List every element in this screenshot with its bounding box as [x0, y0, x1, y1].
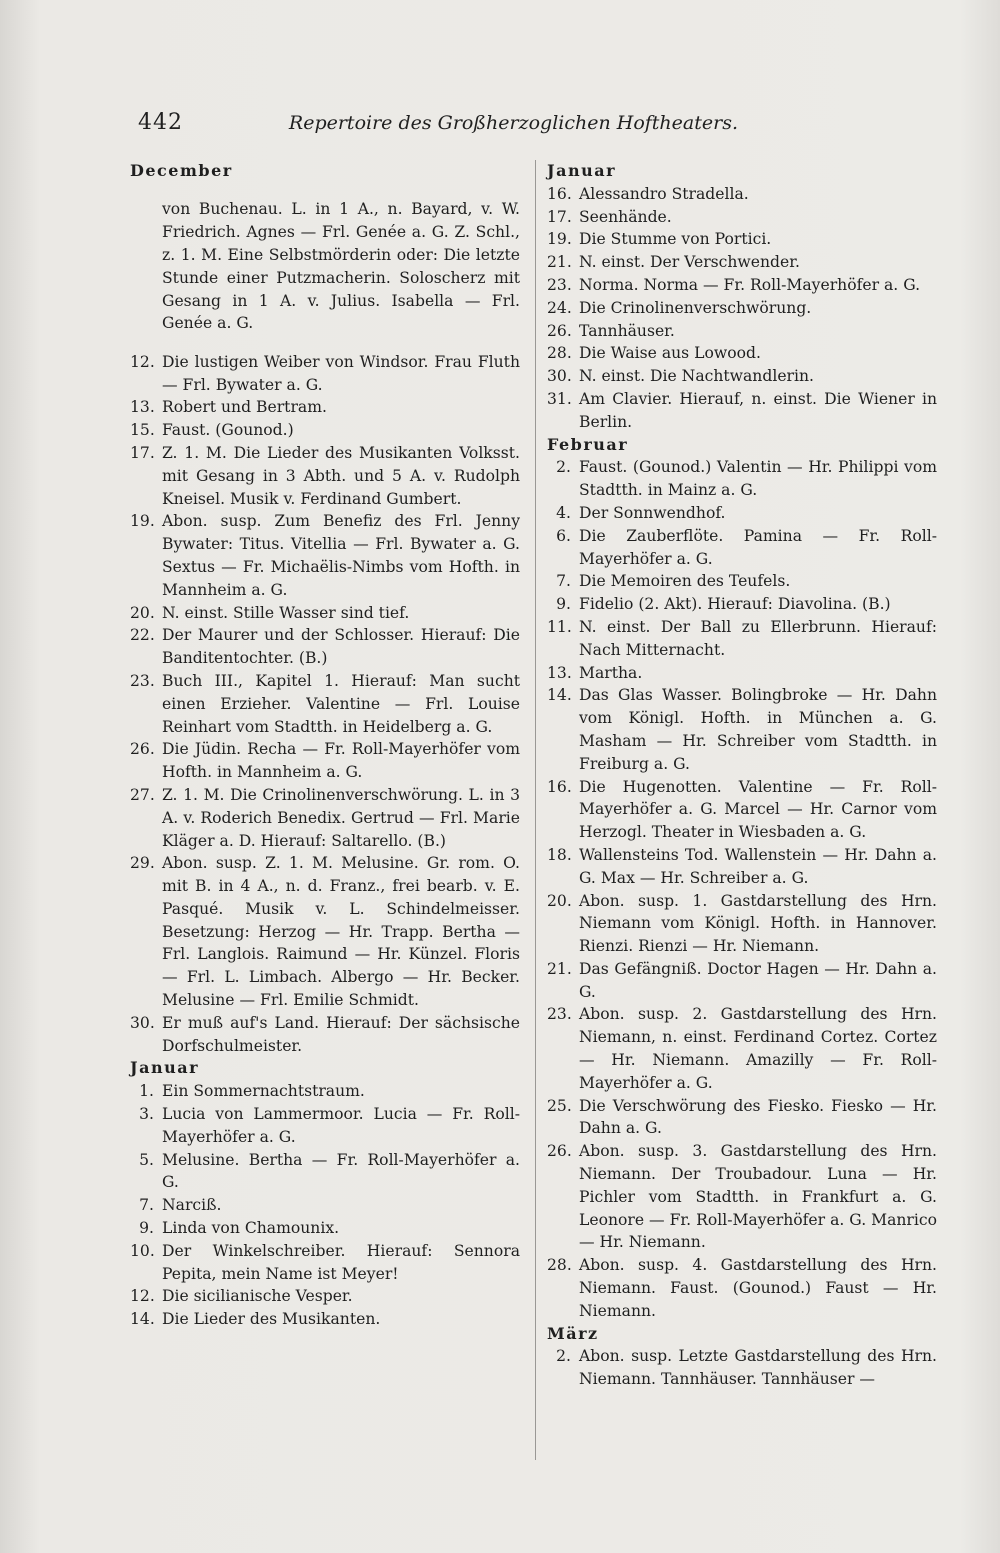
- page-header: [138, 110, 738, 140]
- entry-date: 14.: [547, 686, 572, 705]
- entry-text: Die Stumme von Portici.: [579, 230, 772, 249]
- entry-date: 16.: [547, 184, 572, 203]
- entry-date: 13.: [547, 663, 572, 682]
- entry-text: Robert und Bertram.: [162, 398, 327, 417]
- list-item: [130, 624, 520, 670]
- entry-text: Der Maurer und der Schlosser. Hierauf: Die Banditentochter. (B.): [162, 626, 520, 668]
- entry-date: 23.: [547, 1005, 572, 1024]
- column-divider: [535, 160, 536, 1460]
- entry-text: Am Clavier. Hierauf, n. einst. Die Wiener in Berlin.: [579, 389, 937, 431]
- entry-date: 19.: [130, 512, 155, 531]
- entry-date: 20.: [130, 603, 155, 622]
- section-heading-januar-right: Januar: [547, 161, 616, 180]
- entry-text: Z. 1. M. Die Lieder des Musikanten Volksst. mit Gesang in 3 Abth. und 5 A. v. Rudolph Kneisel. Musik v. Ferdinand Gumbert.: [162, 443, 520, 508]
- entry-date: 15.: [130, 421, 155, 440]
- entry-text: Alessandro Stradella.: [579, 184, 749, 203]
- entry-text: Die Waise aus Lowood.: [579, 344, 761, 363]
- list-item: [547, 342, 937, 365]
- entry-date: 23.: [130, 671, 155, 690]
- section-heading-februar: Februar: [547, 434, 629, 454]
- list-item: [130, 852, 520, 1012]
- entry-text: Die Jüdin. Recha — Fr. Roll-Mayerhöfer vom Hofth. in Mannheim a. G.: [162, 740, 520, 782]
- entry-text: Der Sonnwendhof.: [579, 503, 726, 522]
- entry-date: 17.: [130, 443, 155, 462]
- list-item: [547, 570, 937, 593]
- list-item: [130, 738, 520, 784]
- list-item: [130, 670, 520, 738]
- entry-date: 26.: [547, 1142, 572, 1161]
- entry-text: N. einst. Stille Wasser sind tief.: [162, 603, 410, 622]
- entry-text: Melusine. Bertha — Fr. Roll-Mayerhöfer a. G.: [162, 1150, 520, 1192]
- entry-date: 1.: [139, 1082, 154, 1101]
- entry-date: 25.: [547, 1096, 572, 1115]
- list-item: [130, 1149, 520, 1195]
- list-item: [547, 1095, 937, 1141]
- entry-date: 18.: [547, 845, 572, 864]
- entry-text: Fidelio (2. Akt). Hierauf: Diavolina. (B.): [579, 595, 891, 614]
- list-item: [547, 206, 937, 229]
- entry-text: Lucia von Lammermoor. Lucia — Fr. Roll-Mayerhöfer a. G.: [162, 1105, 520, 1146]
- entry-date: 29.: [130, 854, 155, 873]
- entry-text: N. einst. Die Nachtwandlerin.: [579, 367, 814, 386]
- entry-text: Er muß auf's Land. Hierauf: Der sächsische Dorfschulmeister.: [162, 1013, 520, 1055]
- list-item: [130, 396, 520, 419]
- entry-text: Die sicilianische Vesper.: [162, 1287, 353, 1306]
- entry-date: 2.: [556, 1347, 571, 1366]
- entry-date: 28.: [547, 1256, 572, 1275]
- entry-text: Buch III., Kapitel 1. Hierauf: Man sucht einen Erzieher. Valentine — Frl. Louise Reinhart vom Stadtth. in Heidelberg a. G.: [162, 671, 520, 736]
- entry-date: 10.: [130, 1241, 155, 1260]
- januar-entries-right: [547, 183, 937, 434]
- list-item: [547, 183, 937, 206]
- entry-text: Faust. (Gounod.) Valentin — Hr. Philippi vom Stadtth. in Mainz a. G.: [579, 458, 937, 500]
- entry-date: 27.: [130, 785, 155, 804]
- entry-date: 9.: [556, 595, 571, 614]
- entry-date: 4.: [556, 503, 571, 522]
- entry-date: 30.: [547, 367, 572, 386]
- entry-text: Abon. susp. 3. Gastdarstellung des Hrn. Niemann. Der Troubadour. Luna — Hr. Pichler vom Stadtth. in Frankfurt a. G. Leonore — Fr. Roll-Mayerhöfer a. G. Manrico — Hr. Niemann.: [579, 1142, 937, 1252]
- list-item: [547, 776, 937, 844]
- entry-text: Der Winkelschreiber. Hierauf: Sennora Pepita, mein Name ist Meyer!: [162, 1241, 520, 1283]
- list-item: [547, 616, 937, 662]
- list-item: [547, 684, 937, 775]
- entry-text: Norma. Norma — Fr. Roll-Mayerhöfer a. G.: [579, 275, 921, 294]
- entry-date: 31.: [547, 389, 572, 408]
- februar-entries: [547, 456, 937, 1322]
- entry-date: 3.: [139, 1105, 154, 1124]
- entry-text: Die Lieder des Musikanten.: [162, 1310, 381, 1329]
- list-item: [130, 1285, 520, 1308]
- entry-text: Das Glas Wasser. Bolingbroke — Hr. Dahn vom Königl. Hofth. in München a. G. Masham — Hr. Schreiber vom Stadtth. in Freiburg a. G.: [579, 686, 937, 773]
- entry-text: Tannhäuser.: [579, 321, 675, 340]
- list-item: [130, 1194, 520, 1217]
- list-item: [547, 1140, 937, 1254]
- list-item: [547, 297, 937, 320]
- list-item: [547, 525, 937, 571]
- list-item: [547, 228, 937, 251]
- entry-date: 5.: [139, 1150, 154, 1169]
- list-item: [130, 1308, 520, 1331]
- maerz-entries: [547, 1345, 937, 1391]
- list-item: [547, 958, 937, 1004]
- right-column: [547, 160, 937, 1391]
- list-item: [547, 388, 937, 434]
- list-item: [130, 442, 520, 510]
- entry-date: 16.: [547, 777, 572, 796]
- entry-date: 14.: [130, 1310, 155, 1329]
- entry-date: 13.: [130, 398, 155, 417]
- entry-text: Abon. susp. Letzte Gastdarstellung des Hrn. Niemann. Tannhäuser. Tannhäuser —: [579, 1347, 937, 1389]
- december-entries: [130, 351, 520, 1058]
- entry-text: Ein Sommernachtstraum.: [162, 1082, 365, 1101]
- list-item: [547, 1003, 937, 1094]
- entry-text: N. einst. Der Verschwender.: [579, 253, 800, 272]
- entry-date: 21.: [547, 959, 572, 978]
- entry-date: 7.: [139, 1196, 154, 1215]
- entry-date: 22.: [130, 626, 155, 645]
- entry-date: 9.: [139, 1219, 154, 1238]
- list-item: [130, 419, 520, 442]
- list-item: [130, 1012, 520, 1058]
- entry-text: Die Zauberflöte. Pamina — Fr. Roll-Mayerhöfer a. G.: [579, 526, 937, 568]
- entry-text: Wallensteins Tod. Wallenstein — Hr. Dahn a. G. Max — Hr. Schreiber a. G.: [579, 845, 937, 887]
- entry-text: Abon. susp. 4. Gastdarstellung des Hrn. Niemann. Faust. (Gounod.) Faust — Hr. Niemann.: [579, 1256, 937, 1320]
- entry-text: Die Verschwörung des Fiesko. Fiesko — Hr. Dahn a. G.: [579, 1096, 937, 1138]
- entry-date: 2.: [556, 458, 571, 477]
- entry-date: 12.: [130, 352, 155, 371]
- list-item: [547, 890, 937, 958]
- entry-text: Z. 1. M. Die Crinolinenverschwörung. L. in 3 A. v. Roderich Benedix. Gertrud — Frl. Marie Kläger a. D. Hierauf: Saltarello. (B.): [162, 785, 520, 850]
- list-item: [130, 351, 520, 397]
- entry-text: Abon. susp. Z. 1. M. Melusine. Gr. rom. O. mit B. in 4 A., n. d. Franz., frei bearb. v. E. Pasqué. Musik v. L. Schindelmeisser. Besetzung: Herzog — Hr. Trapp. Bertha — Frl. Langlois. Raimund — Hr. Künzel. Floris — Frl. L. Limbach. Albergo — Hr. Becker. Melusine — Frl. Emilie Schmidt.: [162, 854, 520, 1010]
- list-item: [130, 1240, 520, 1286]
- running-title: Repertoire des Großherzoglichen Hoftheaters.: [288, 112, 738, 134]
- entry-text: Martha.: [579, 663, 643, 682]
- entry-date: 26.: [130, 740, 155, 759]
- entry-text: Seenhände.: [579, 207, 672, 226]
- list-item: [130, 602, 520, 625]
- entry-date: 7.: [556, 572, 571, 591]
- list-item: [547, 274, 937, 297]
- entry-text: Faust. (Gounod.): [162, 421, 294, 440]
- entry-date: 17.: [547, 207, 572, 226]
- entry-text: Linda von Chamounix.: [162, 1219, 340, 1238]
- section-heading-maerz: März: [547, 1323, 599, 1343]
- entry-text: Die Crinolinenverschwörung.: [579, 298, 812, 317]
- list-item: [547, 251, 937, 274]
- list-item: [130, 510, 520, 601]
- entry-date: 23.: [547, 275, 572, 294]
- section-heading-december: December: [130, 161, 233, 180]
- entry-text: Abon. susp. 1. Gastdarstellung des Hrn. Niemann vom Königl. Hofth. in Hannover. Rienzi. Rienzi — Hr. Niemann.: [579, 891, 937, 956]
- left-column: [130, 160, 520, 1331]
- januar-entries-left: [130, 1080, 520, 1331]
- list-item: [547, 365, 937, 388]
- list-item: [130, 784, 520, 852]
- entry-date: 12.: [130, 1287, 155, 1306]
- entry-date: 24.: [547, 298, 572, 317]
- list-item: [130, 1080, 520, 1103]
- entry-text: Die Memoiren des Teufels.: [579, 572, 791, 591]
- entry-text: N. einst. Der Ball zu Ellerbrunn. Hierauf: Nach Mitternacht.: [579, 617, 937, 659]
- list-item: [547, 456, 937, 502]
- entry-date: 11.: [547, 617, 572, 636]
- entry-date: 28.: [547, 344, 572, 363]
- list-item: [547, 662, 937, 685]
- entry-text: Das Gefängniß. Doctor Hagen — Hr. Dahn a. G.: [579, 959, 937, 1001]
- entry-date: 21.: [547, 253, 572, 272]
- entry-text: Abon. susp. Zum Benefiz des Frl. Jenny Bywater: Titus. Vitellia — Frl. Bywater a. G. Sextus — Fr. Michaëlis-Nimbs vom Hofth. in Mannheim a. G.: [162, 512, 520, 599]
- entry-date: 20.: [547, 891, 572, 910]
- entry-date: 26.: [547, 321, 572, 340]
- list-item: [547, 320, 937, 343]
- list-item: [547, 502, 937, 525]
- list-item: [547, 1345, 937, 1391]
- entry-text: Abon. susp. 2. Gastdarstellung des Hrn. Niemann, n. einst. Ferdinand Cortez. Cortez — Hr. Niemann. Amazilly — Fr. Roll-Mayerhöfer a. G.: [579, 1005, 937, 1092]
- list-item: [547, 593, 937, 616]
- entry-text: Die Hugenotten. Valentine — Fr. Roll-Mayerhöfer a. G. Marcel — Hr. Carnor vom Herzogl. Theater in Wiesbaden a. G.: [579, 777, 937, 842]
- list-item: [547, 844, 937, 890]
- entry-date: 6.: [556, 526, 571, 545]
- page-number: 442: [138, 110, 183, 135]
- section-heading-januar-left: Januar: [130, 1058, 199, 1078]
- list-item: [130, 1217, 520, 1240]
- entry-text: Narciß.: [162, 1196, 222, 1215]
- entry-text: Die lustigen Weiber von Windsor. Frau Fluth — Frl. Bywater a. G.: [162, 352, 520, 394]
- entry-date: 19.: [547, 230, 572, 249]
- entry-date: 30.: [130, 1013, 155, 1032]
- list-item: [130, 1103, 520, 1149]
- december-continuation: von Buchenau. L. in 1 A., n. Bayard, v. W. Friedrich. Agnes — Frl. Genée a. G. Z. Schl., z. 1. M. Eine Selbstmörderin oder: Die letzte Stunde einer Putzmacherin. Soloscherz mit Gesang in 1 A. v. Julius. Isabella — Frl. Genée a. G.: [162, 200, 520, 333]
- list-item: [547, 1254, 937, 1322]
